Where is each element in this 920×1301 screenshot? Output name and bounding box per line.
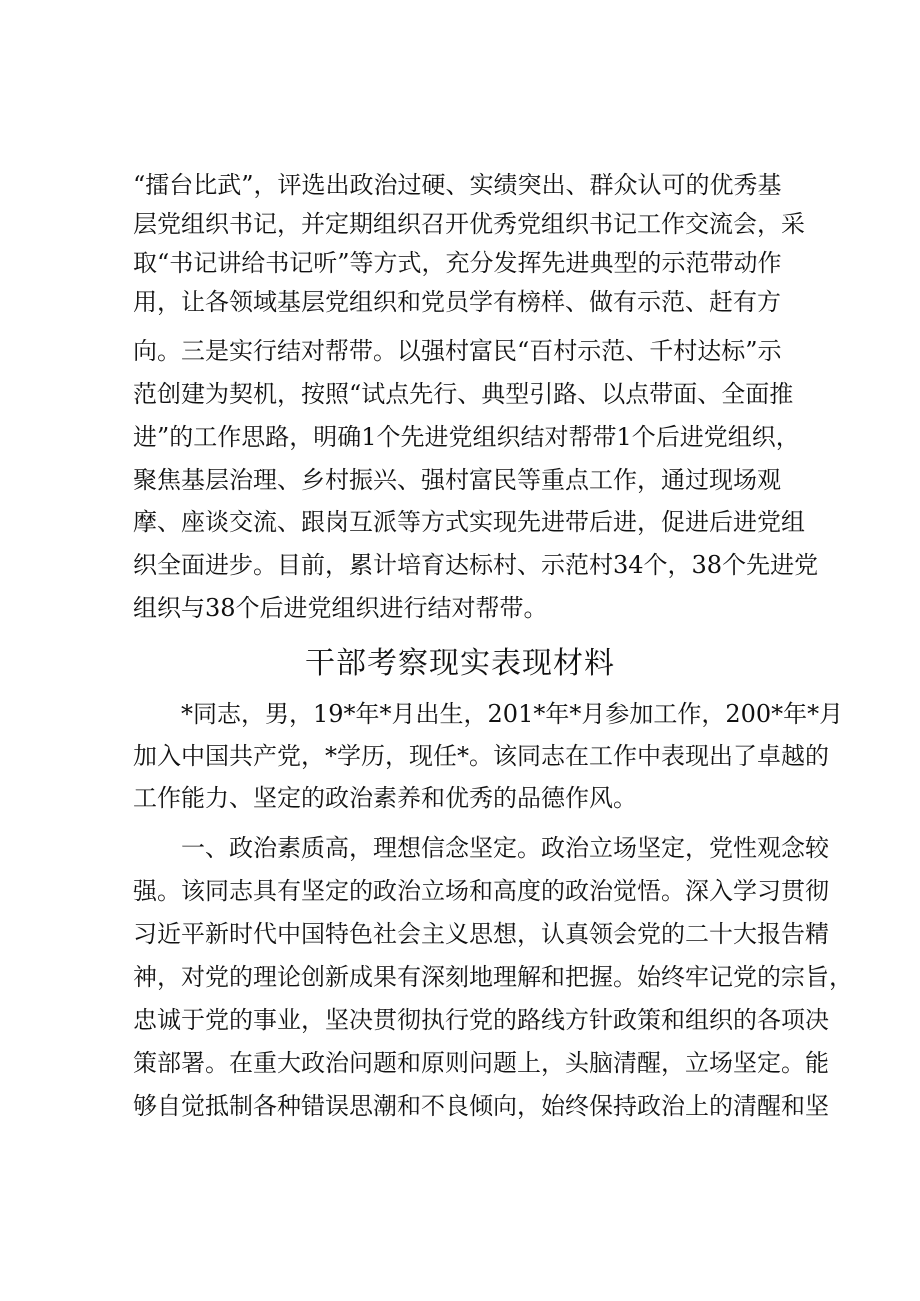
text-line: 范创建为契机，按照“试点先行、典型引路、以点带面、全面推 [133,380,794,408]
text-line: 用，让各领域基层党组织和党员学有榜样、做有示范、赶有方 [133,288,781,316]
text-line: 策部署。在重大政治问题和原则问题上，头脑清醒，立场坚定。能 [133,1049,829,1077]
text-line: 工作能力、坚定的政治素养和优秀的品德作风。 [133,784,637,812]
text-line: 织全面进步。目前，累计培育达标村、示范村34个，38个先进党 [133,551,819,579]
text-line: 取“书记讲给书记听”等方式，充分发挥先进典型的示范带动作 [133,249,782,277]
text-line: 层党组织书记，并定期组织召开优秀党组织书记工作交流会，采 [133,210,805,238]
page-title: 干部考察现实表现材料 [305,646,615,681]
text-line: 忠诚于党的事业，坚决贯彻执行党的路线方针政策和组织的各项决 [133,1006,829,1034]
text-line: 一、政治素质高，理想信念坚定。政治立场坚定，党性观念较 [133,834,829,862]
text-line: 组织与38个后进党组织进行结对帮带。 [133,594,548,622]
text-line: 聚焦基层治理、乡村振兴、强村富民等重点工作，通过现场观 [133,466,781,494]
text-line: 进”的工作思路，明确1个先进党组织结对帮带1个后进党组织， [133,423,800,451]
text-line: “擂台比武”，评选出政治过硬、实绩突出、群众认可的优秀基 [133,171,782,199]
text-line: 摩、座谈交流、跟岗互派等方式实现先进带后进，促进后进党组 [133,508,805,536]
text-line: 加入中国共产党，*学历，现任*。该同志在工作中表现出了卓越的 [133,742,829,770]
text-line: 习近平新时代中国特色社会主义思想，认真领会党的二十大报告精 [133,920,829,948]
text-line: *同志，男，19*年*月出生，201*年*月参加工作，200*年*月 [133,700,844,728]
text-line: 强。该同志具有坚定的政治立场和高度的政治觉悟。深入学习贯彻 [133,877,829,905]
text-line: 神，对党的理论创新成果有深刻地理解和把握。始终牢记党的宗旨， [133,963,853,991]
text-line: 够自觉抵制各种错误思潮和不良倾向，始终保持政治上的清醒和坚 [133,1092,829,1120]
text-line: 向。三是实行结对帮带。以强村富民“百村示范、千村达标”示 [133,337,782,365]
